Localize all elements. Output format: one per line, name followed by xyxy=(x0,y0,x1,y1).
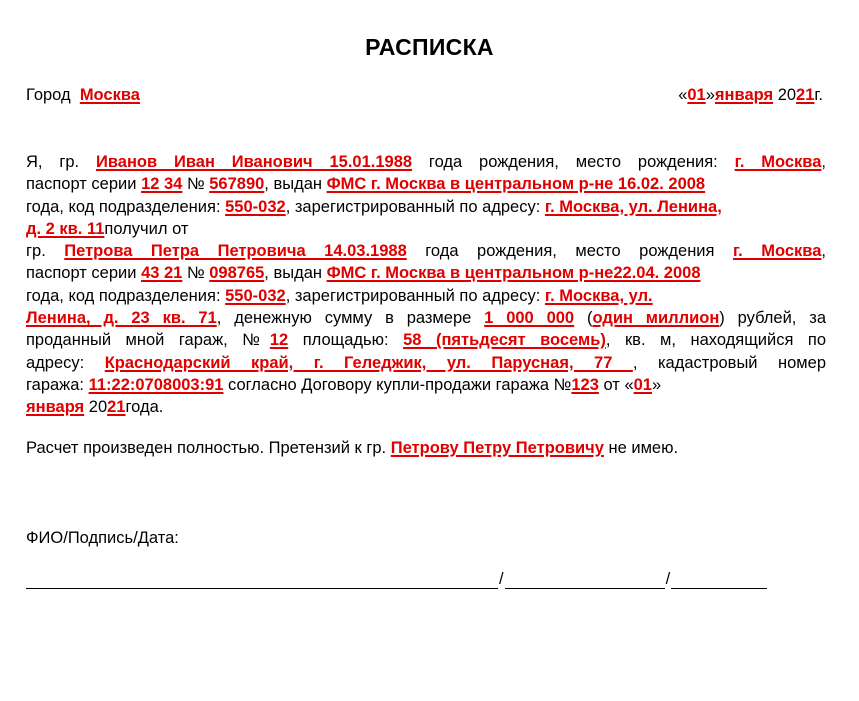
signature-separator-2: / xyxy=(665,570,671,588)
amount-words-field: один миллион xyxy=(592,309,720,328)
body-line-12 xyxy=(26,396,826,418)
date-blank-line xyxy=(671,570,767,589)
body-line-11 xyxy=(26,374,826,396)
giver-dept-label: года, код подразделения: xyxy=(26,286,226,305)
cadastral-label: , кадастровый номер xyxy=(632,353,826,372)
receiver-passport-number-field: 567890 xyxy=(209,175,265,194)
body-line-8 xyxy=(26,307,826,329)
claim-statement xyxy=(26,439,678,458)
body-line-1 xyxy=(26,151,826,173)
garage-sold-label: проданный мной гараж, № xyxy=(26,331,270,350)
contract-year-field: 21 xyxy=(107,398,126,417)
city-block xyxy=(26,86,140,105)
contract-from-label: от « xyxy=(598,375,634,394)
giver-num-sign: № xyxy=(182,264,210,283)
garage-address-label: адресу: xyxy=(26,353,105,372)
paren-open: ( xyxy=(574,309,593,328)
giver-name-field: Петрова Петра Петровича 14.03.1988 xyxy=(64,242,407,261)
body-line-7 xyxy=(26,285,826,307)
giver-address-label: , зарегистрированный по адресу: xyxy=(285,286,545,305)
signature-separator-1: / xyxy=(499,570,504,588)
receiver-birthplace-field: г. Москва xyxy=(734,153,822,171)
giver-comma: , xyxy=(821,242,826,261)
receiver-num-sign: № xyxy=(182,175,210,194)
receiver-issued-label: , выдан xyxy=(264,175,327,194)
claim-ending: не имею. xyxy=(603,439,679,457)
receiver-dept-label: года, код подразделения: xyxy=(26,197,226,216)
body-line-3 xyxy=(26,196,826,218)
giver-issued-by-field: ФМС г. Москва в центральном р-не22.04. 2008 xyxy=(326,264,701,283)
date-month-field: января xyxy=(714,86,774,104)
date-block xyxy=(678,86,823,105)
contract-label: согласно Договору купли-продажи гаража № xyxy=(223,375,572,394)
body-line-9 xyxy=(26,329,826,351)
receiver-issued-by-field: ФМС г. Москва в центральном р-не 16.02. 2008 xyxy=(326,175,706,194)
giver-prefix: гр. xyxy=(26,242,65,261)
giver-birthplace-field: г. Москва xyxy=(732,242,822,261)
receiver-comma: , xyxy=(821,153,826,171)
body-line-6 xyxy=(26,262,826,284)
amount-field: 1 000 000 xyxy=(484,309,575,328)
date-open-quote: « xyxy=(678,86,688,104)
garage-number-field: 12 xyxy=(269,331,289,350)
date-day-field: 01 xyxy=(687,86,706,104)
body-line-5 xyxy=(26,240,826,262)
receiver-address-field-1: г. Москва, ул. Ленина, xyxy=(544,197,722,216)
receiver-address-label: , зарегистрированный по адресу: xyxy=(285,197,545,216)
receiver-address-field-2: д. 2 кв. 11 xyxy=(26,219,105,238)
garage-label: гаража: xyxy=(26,375,89,394)
signature-row xyxy=(26,570,767,589)
cadastral-number-field: 11:22:0708003:91 xyxy=(88,375,224,394)
giver-passport-number-field: 098765 xyxy=(209,264,265,283)
giver-address-field-2: Ленина, д. 23 кв. 71 xyxy=(26,309,217,328)
city-field: Москва xyxy=(79,86,140,104)
document-title: РАСПИСКА xyxy=(365,34,494,60)
header-row xyxy=(26,86,823,105)
money-label: , денежную сумму в размере xyxy=(216,309,485,328)
date-year-abbr: г. xyxy=(814,86,823,104)
date-year-prefix: 20 xyxy=(773,86,797,104)
signature-blank-line xyxy=(505,570,665,589)
giver-passport-label: паспорт серии xyxy=(26,264,142,283)
giver-dept-code-field: 550-032 xyxy=(225,286,286,305)
receiver-dept-code-field: 550-032 xyxy=(225,197,286,216)
date-close-quote: » xyxy=(705,86,715,104)
giver-passport-series-field: 43 21 xyxy=(141,264,183,283)
body-line-4 xyxy=(26,218,826,240)
garage-area-label: площадью: xyxy=(288,331,404,350)
date-year-field: 21 xyxy=(796,86,815,104)
received-from-label: получил от xyxy=(104,219,189,238)
giver-issued-label: , выдан xyxy=(264,264,327,283)
claim-text: Расчет произведен полностью. Претензий к гр. xyxy=(26,439,391,457)
garage-area-unit: , кв. м, находящийся по xyxy=(605,331,827,350)
giver-address-field-1: г. Москва, ул. xyxy=(544,286,653,305)
city-label: Город xyxy=(26,86,71,104)
garage-address-field: Краснодарский край, г. Геледжик, ул. Парусная, 77 xyxy=(104,353,633,372)
contract-year-word: года. xyxy=(125,398,164,417)
receiver-intro: Я, гр. xyxy=(26,153,96,171)
receiver-passport-label: паспорт серии xyxy=(26,175,142,194)
contract-month-field: января xyxy=(26,398,85,417)
receiver-birth-label: года рождения, место рождения: xyxy=(412,153,735,171)
contract-close-quote: » xyxy=(651,375,662,394)
receiver-passport-series-field: 12 34 xyxy=(141,175,183,194)
signature-label: ФИО/Подпись/Дата: xyxy=(26,529,179,547)
body-line-10 xyxy=(26,352,826,374)
receipt-body xyxy=(26,151,826,419)
receiver-name-field: Иванов Иван Иванович 15.01.1988 xyxy=(95,153,413,171)
fio-blank-line xyxy=(26,570,498,589)
contract-year-prefix: 20 xyxy=(84,398,108,417)
claim-name-field: Петрову Петру Петровичу xyxy=(390,439,604,457)
contract-number-field: 123 xyxy=(571,375,599,394)
giver-birth-label: года рождения, место рождения xyxy=(406,242,733,261)
contract-day-field: 01 xyxy=(633,375,652,394)
rubles-label: ) рублей, за xyxy=(719,309,826,328)
garage-area-field: 58 (пятьдесят восемь) xyxy=(403,331,606,350)
body-line-2 xyxy=(26,173,826,195)
